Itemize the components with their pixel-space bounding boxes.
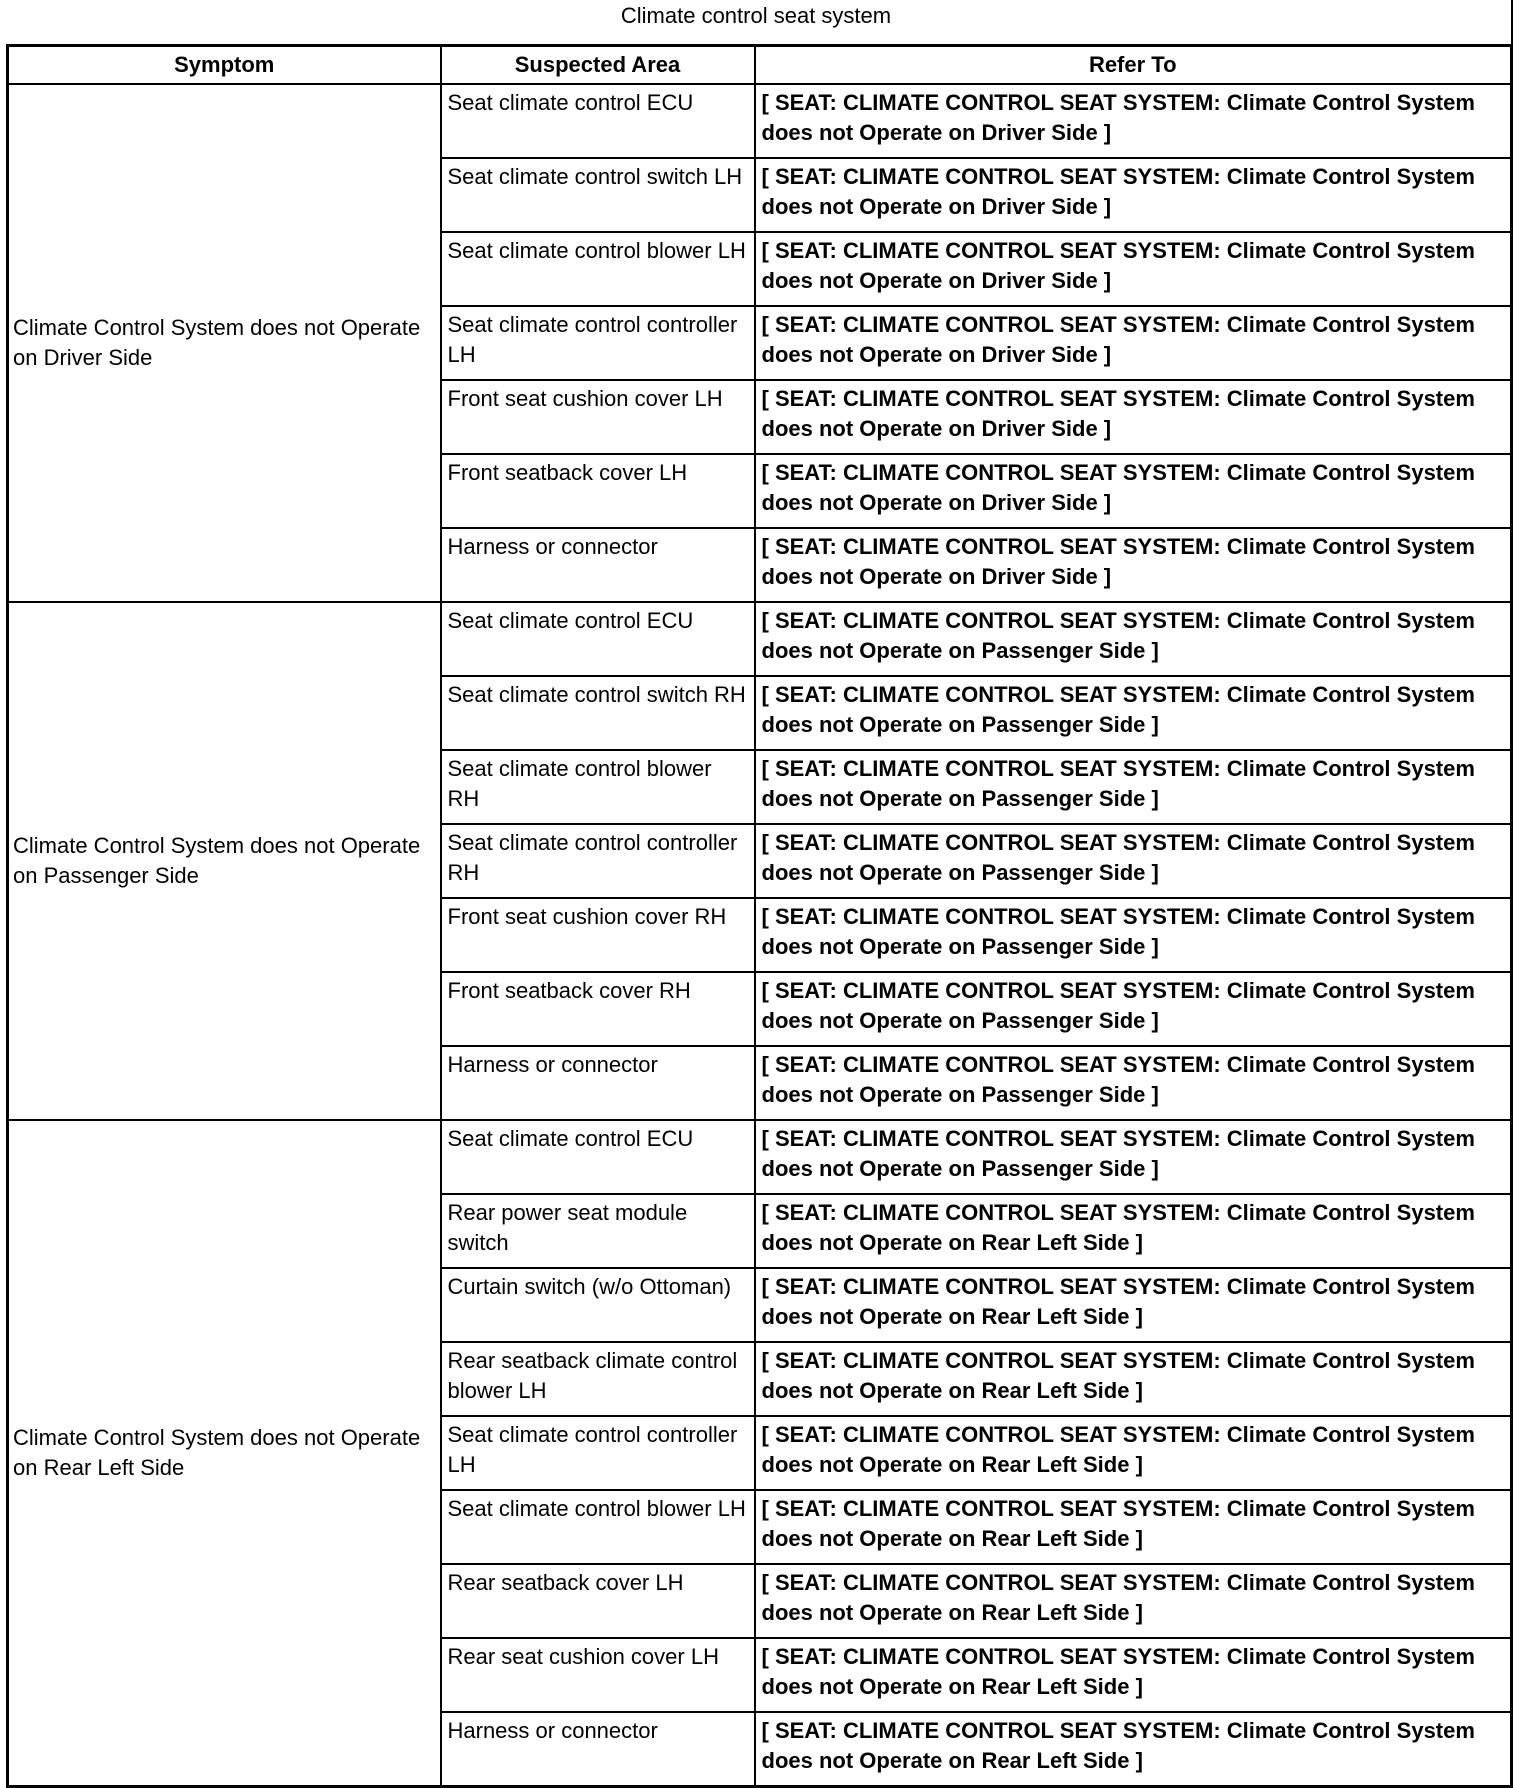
suspected-area-cell: Seat climate control blower RH [441, 750, 755, 824]
suspected-area-cell: Seat climate control ECU [441, 602, 755, 676]
suspected-area-cell: Seat climate control ECU [441, 84, 755, 158]
refer-to-cell: [ SEAT: CLIMATE CONTROL SEAT SYSTEM: Climate Control System does not Operate on Rear Left Side ] [755, 1564, 1512, 1638]
refer-to-cell: [ SEAT: CLIMATE CONTROL SEAT SYSTEM: Climate Control System does not Operate on Driver Side ] [755, 232, 1512, 306]
refer-to-cell: [ SEAT: CLIMATE CONTROL SEAT SYSTEM: Climate Control System does not Operate on Passenger Side ] [755, 898, 1512, 972]
header-row [8, 46, 1512, 85]
refer-to-cell: [ SEAT: CLIMATE CONTROL SEAT SYSTEM: Climate Control System does not Operate on Passenger Side ] [755, 1046, 1512, 1120]
suspected-area-cell: Front seatback cover LH [441, 454, 755, 528]
table-row [8, 602, 1512, 676]
table-row [8, 1120, 1512, 1194]
suspected-area-cell: Rear seatback climate control blower LH [441, 1342, 755, 1416]
refer-to-cell: [ SEAT: CLIMATE CONTROL SEAT SYSTEM: Climate Control System does not Operate on Passenger Side ] [755, 824, 1512, 898]
header-suspected-area: Suspected Area [441, 46, 755, 85]
refer-to-cell: [ SEAT: CLIMATE CONTROL SEAT SYSTEM: Climate Control System does not Operate on Driver Side ] [755, 306, 1512, 380]
suspected-area-cell: Curtain switch (w/o Ottoman) [441, 1268, 755, 1342]
suspected-area-cell: Rear seatback cover LH [441, 1564, 755, 1638]
symptom-cell: Climate Control System does not Operate on Driver Side [8, 84, 441, 602]
table-row [8, 84, 1512, 158]
suspected-area-cell: Seat climate control controller LH [441, 1416, 755, 1490]
suspected-area-cell: Front seat cushion cover RH [441, 898, 755, 972]
table-body [8, 84, 1512, 1787]
refer-to-cell: [ SEAT: CLIMATE CONTROL SEAT SYSTEM: Climate Control System does not Operate on Rear Left Side ] [755, 1194, 1512, 1268]
refer-to-cell: [ SEAT: CLIMATE CONTROL SEAT SYSTEM: Climate Control System does not Operate on Rear Left Side ] [755, 1490, 1512, 1564]
refer-to-cell: [ SEAT: CLIMATE CONTROL SEAT SYSTEM: Climate Control System does not Operate on Driver Side ] [755, 84, 1512, 158]
refer-to-cell: [ SEAT: CLIMATE CONTROL SEAT SYSTEM: Climate Control System does not Operate on Passenger Side ] [755, 972, 1512, 1046]
refer-to-cell: [ SEAT: CLIMATE CONTROL SEAT SYSTEM: Climate Control System does not Operate on Driver Side ] [755, 454, 1512, 528]
refer-to-cell: [ SEAT: CLIMATE CONTROL SEAT SYSTEM: Climate Control System does not Operate on Driver Side ] [755, 158, 1512, 232]
refer-to-cell: [ SEAT: CLIMATE CONTROL SEAT SYSTEM: Climate Control System does not Operate on Rear Left Side ] [755, 1712, 1512, 1787]
header-refer-to: Refer To [755, 46, 1512, 85]
table-caption: Climate control seat system [620, 3, 892, 28]
refer-to-cell: [ SEAT: CLIMATE CONTROL SEAT SYSTEM: Climate Control System does not Operate on Passenger Side ] [755, 602, 1512, 676]
refer-to-cell: [ SEAT: CLIMATE CONTROL SEAT SYSTEM: Climate Control System does not Operate on Passenger Side ] [755, 750, 1512, 824]
suspected-area-cell: Seat climate control switch RH [441, 676, 755, 750]
suspected-area-cell: Seat climate control controller RH [441, 824, 755, 898]
refer-to-cell: [ SEAT: CLIMATE CONTROL SEAT SYSTEM: Climate Control System does not Operate on Passenger Side ] [755, 676, 1512, 750]
suspected-area-cell: Seat climate control blower LH [441, 1490, 755, 1564]
refer-to-cell: [ SEAT: CLIMATE CONTROL SEAT SYSTEM: Climate Control System does not Operate on Rear Left Side ] [755, 1638, 1512, 1712]
refer-to-cell: [ SEAT: CLIMATE CONTROL SEAT SYSTEM: Climate Control System does not Operate on Passenger Side ] [755, 1120, 1512, 1194]
refer-to-cell: [ SEAT: CLIMATE CONTROL SEAT SYSTEM: Climate Control System does not Operate on Rear Left Side ] [755, 1268, 1512, 1342]
symptom-table [6, 44, 1513, 1788]
suspected-area-cell: Harness or connector [441, 1046, 755, 1120]
refer-to-cell: [ SEAT: CLIMATE CONTROL SEAT SYSTEM: Climate Control System does not Operate on Rear Left Side ] [755, 1342, 1512, 1416]
suspected-area-cell: Rear seat cushion cover LH [441, 1638, 755, 1712]
symptom-cell: Climate Control System does not Operate on Rear Left Side [8, 1120, 441, 1787]
suspected-area-cell: Seat climate control switch LH [441, 158, 755, 232]
refer-to-cell: [ SEAT: CLIMATE CONTROL SEAT SYSTEM: Climate Control System does not Operate on Rear Left Side ] [755, 1416, 1512, 1490]
symptom-cell: Climate Control System does not Operate on Passenger Side [8, 602, 441, 1120]
suspected-area-cell: Harness or connector [441, 528, 755, 602]
refer-to-cell: [ SEAT: CLIMATE CONTROL SEAT SYSTEM: Climate Control System does not Operate on Driver Side ] [755, 380, 1512, 454]
suspected-area-cell: Seat climate control blower LH [441, 232, 755, 306]
refer-to-cell: [ SEAT: CLIMATE CONTROL SEAT SYSTEM: Climate Control System does not Operate on Driver Side ] [755, 528, 1512, 602]
suspected-area-cell: Rear power seat module switch [441, 1194, 755, 1268]
suspected-area-cell: Front seat cushion cover LH [441, 380, 755, 454]
suspected-area-cell: Seat climate control ECU [441, 1120, 755, 1194]
header-symptom: Symptom [8, 46, 441, 85]
suspected-area-cell: Harness or connector [441, 1712, 755, 1787]
suspected-area-cell: Seat climate control controller LH [441, 306, 755, 380]
suspected-area-cell: Front seatback cover RH [441, 972, 755, 1046]
